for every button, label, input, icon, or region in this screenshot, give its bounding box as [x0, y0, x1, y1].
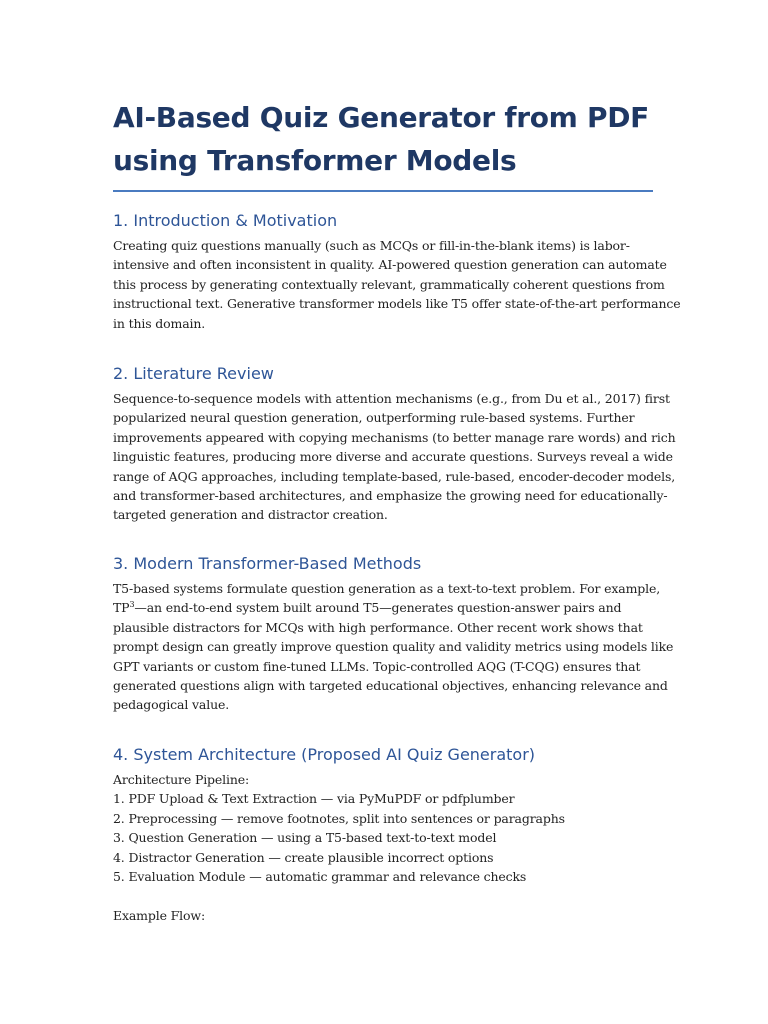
section-modern-methods	[113, 553, 673, 715]
paragraph-line: Creating quiz questions manually (such as MCQs or fill-in-the-blank items) is labor-	[113, 238, 630, 253]
paragraph-line: Sequence-to-sequence models with attention mechanisms (e.g., from Du et al., 2017) first	[113, 391, 670, 406]
pipeline-step: 4. Distractor Generation — create plausible incorrect options	[113, 849, 494, 865]
blank-line	[113, 886, 565, 905]
paragraph-line: range of AQG approaches, including template-based, rule-based, encoder-decoder models,	[113, 468, 676, 484]
pipeline-step: 5. Evaluation Module — automatic grammar and relevance checks	[113, 869, 527, 885]
paragraph-line: plausible distractors for MCQs with high performance. Other recent work shows that	[113, 619, 643, 635]
section-system-architecture	[113, 744, 565, 925]
document-page	[113, 96, 681, 923]
paragraph-line: and transformer-based architectures, and emphasize the growing need for educationally-	[113, 488, 668, 504]
paragraph-line: instructional text. Generative transformer models like T5 offer state-of-the-art performance	[113, 296, 681, 312]
pipeline-step: 1. PDF Upload & Text Extraction — via PyMuPDF or pdfplumber	[113, 791, 515, 807]
paragraph-line: pedagogical value.	[113, 697, 230, 713]
paragraph-line: prompt design can greatly improve question quality and validity metrics using models like	[113, 639, 674, 655]
example-flow-label: Example Flow:	[113, 907, 206, 923]
section-heading: 2. Literature Review	[113, 364, 274, 383]
paragraph-line: linguistic features, producing more diverse and accurate questions. Surveys reveal a wide	[113, 449, 673, 465]
section-heading: 1. Introduction & Motivation	[113, 211, 338, 230]
document-title: AI-Based Quiz Generator from PDF using Transformer Models	[113, 96, 653, 192]
tp-rest: —an end-to-end system built around T5—generates question-answer pairs and	[134, 600, 622, 616]
paragraph-line: GPT variants or custom fine-tuned LLMs. Topic-controlled AQG (T-CQG) ensures that	[113, 658, 641, 674]
paragraph-line: targeted generation and distractor creation.	[113, 507, 388, 523]
tp-label: TP	[113, 600, 130, 616]
paragraph-line: intensive and often inconsistent in quality. AI-powered question generation can automate	[113, 257, 667, 273]
tp-superscript: 3	[129, 600, 135, 610]
paragraph-line: in this domain.	[113, 315, 206, 331]
paragraph-line: this process by generating contextually relevant, grammatically coherent questions from	[113, 276, 665, 292]
paragraph-line: popularized neural question generation, outperforming rule-based systems. Further	[113, 410, 635, 426]
pipeline-step: 3. Question Generation — using a T5-based text-to-text model	[113, 830, 497, 846]
section-heading: 3. Modern Transformer-Based Methods	[113, 554, 422, 573]
section-literature-review	[113, 363, 676, 525]
section-introduction	[113, 210, 680, 333]
paragraph-line: improvements appeared with copying mechanisms (to better manage rare words) and rich	[113, 429, 676, 445]
section-heading: 4. System Architecture (Proposed AI Quiz Generator)	[113, 745, 536, 764]
paragraph-line: T5-based systems formulate question generation as a text-to-text problem. For example,	[113, 581, 661, 596]
paragraph-line: generated questions align with targeted educational objectives, enhancing relevance and	[113, 678, 668, 694]
pipeline-label: Architecture Pipeline:	[113, 772, 250, 787]
pipeline-step: 2. Preprocessing — remove footnotes, split into sentences or paragraphs	[113, 810, 565, 826]
paragraph-line	[113, 598, 673, 617]
